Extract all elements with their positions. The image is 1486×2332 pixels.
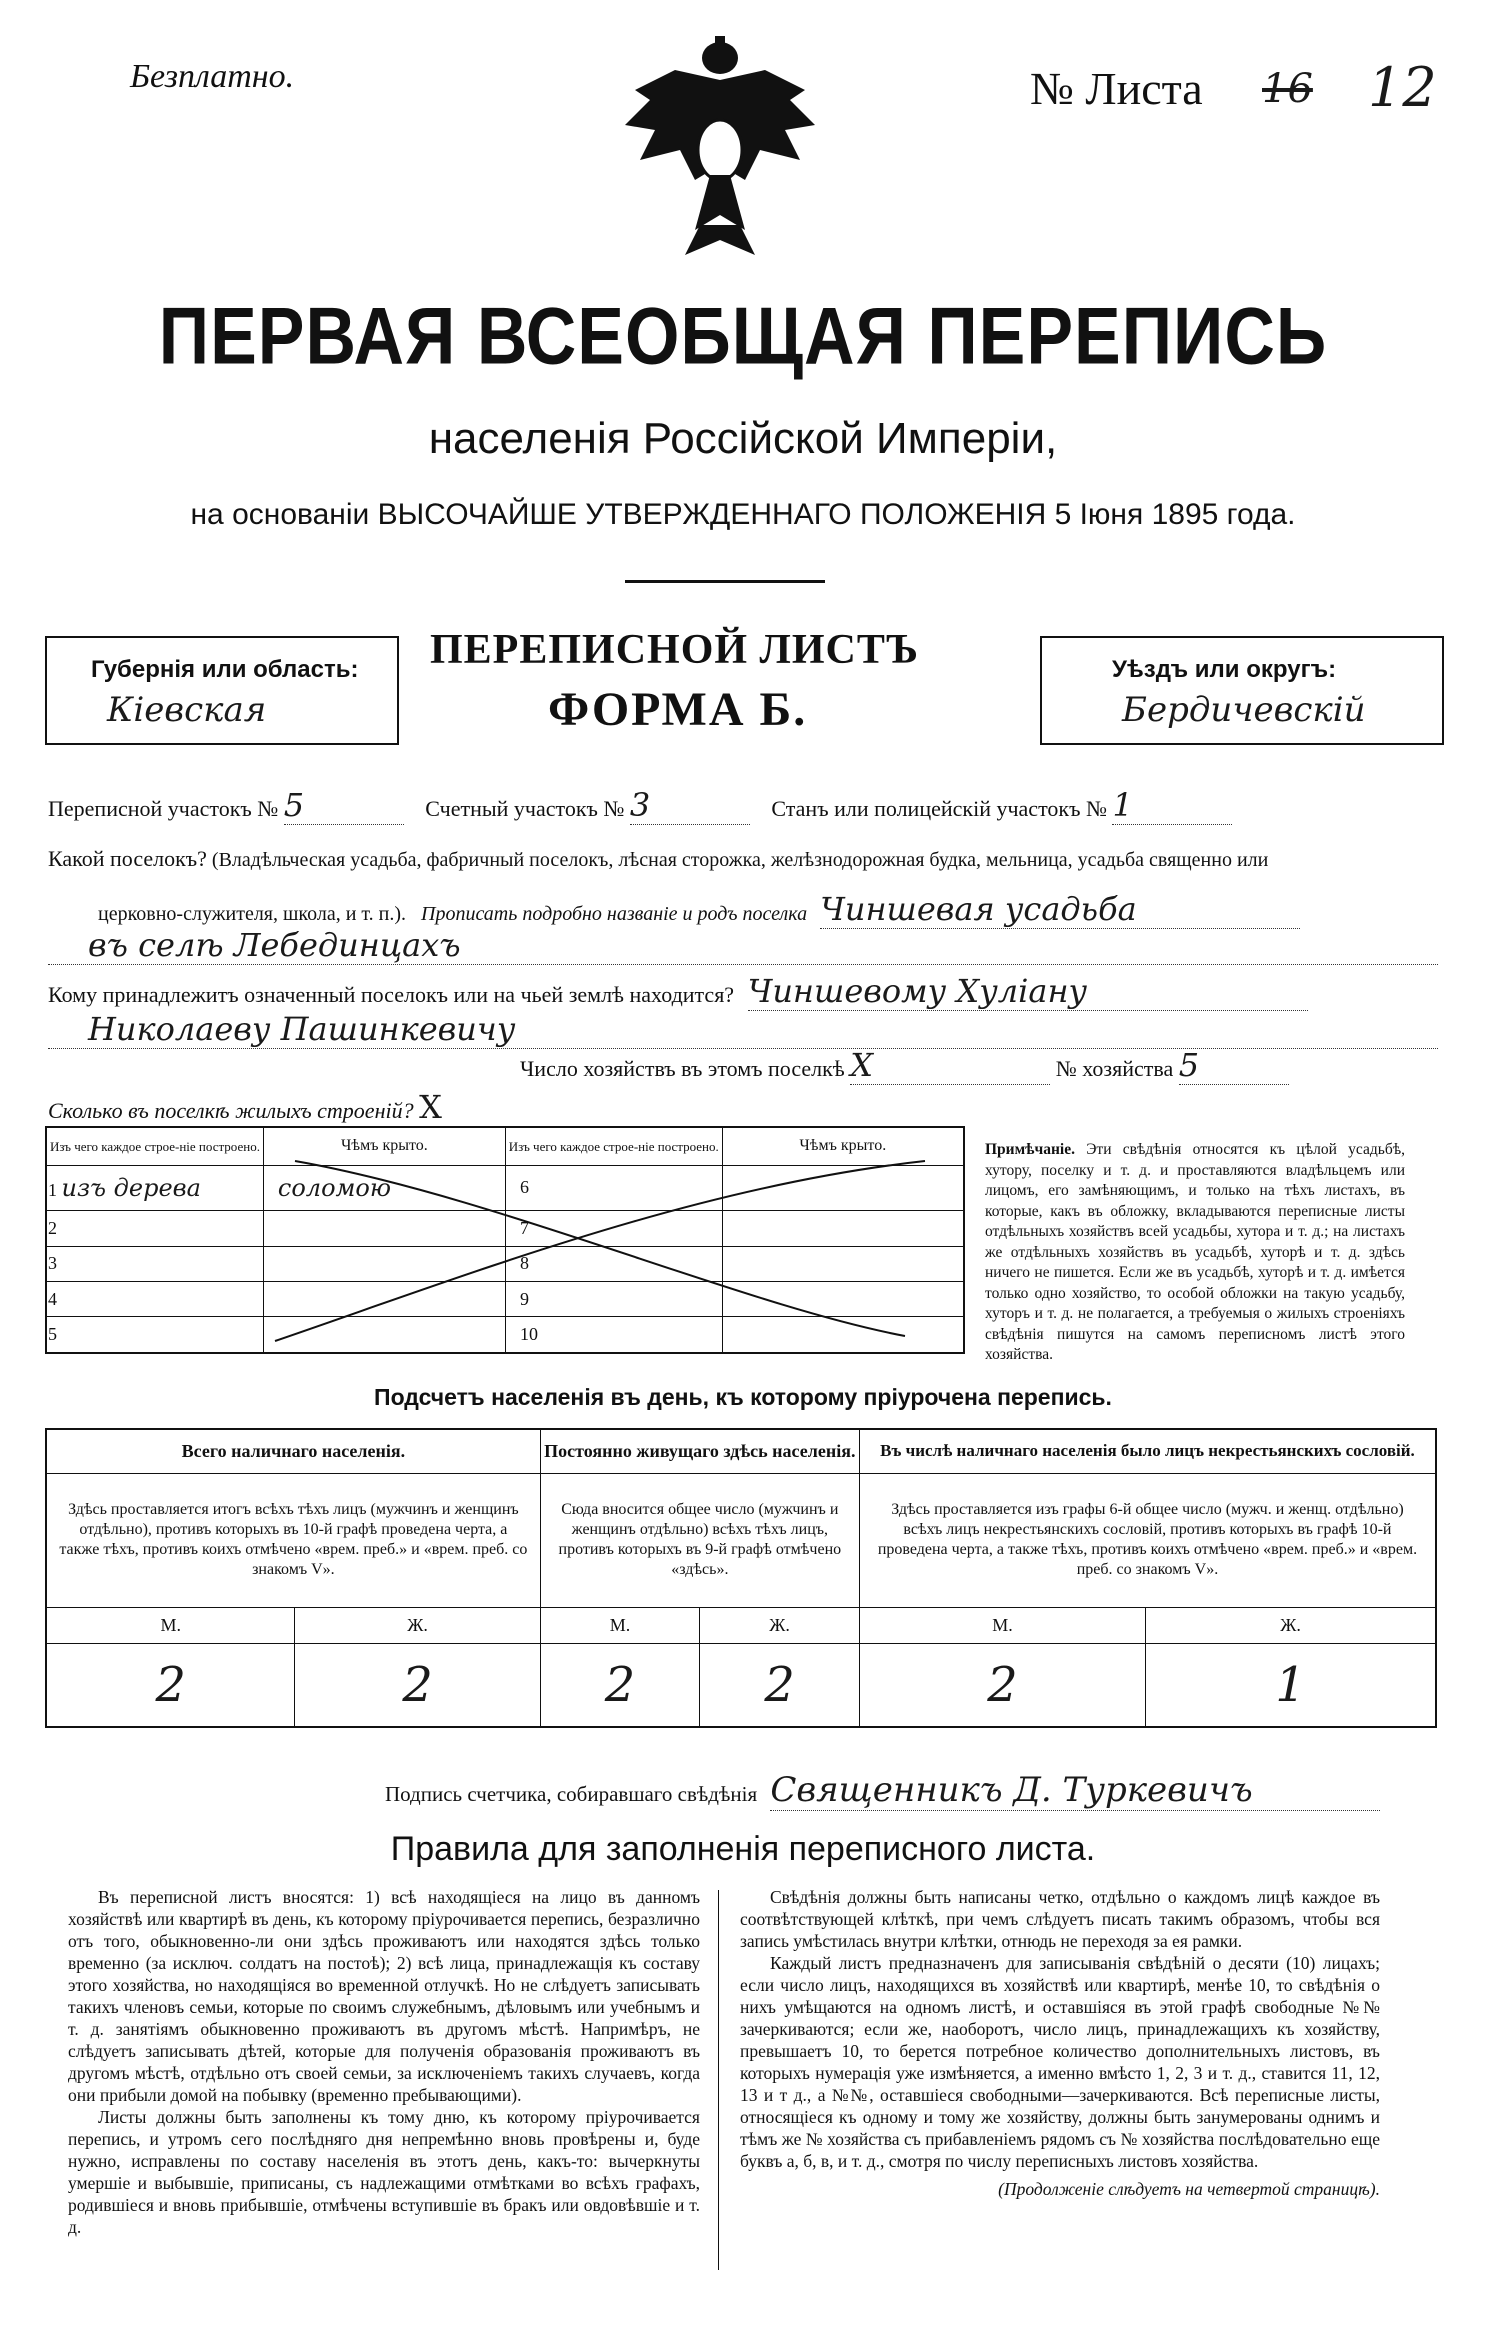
sections-row	[48, 786, 1232, 825]
strikethrough-cross	[45, 1126, 965, 1354]
census-main-title: ПЕРВАЯ ВСЕОБЩАЯ ПЕРЕПИСЬ	[158, 291, 1328, 381]
owner-label: Кому принадлежитъ означенный поселокъ или на чьей землѣ находится?	[48, 982, 735, 1007]
row-number: 1	[48, 1179, 57, 1200]
signature-value: Священникъ Д. Туркевичъ	[770, 1770, 1380, 1811]
household-no-value: 5	[1179, 1046, 1289, 1085]
col1-description: Здѣсь проставляется итогъ всѣхъ тѣхъ лицъ (мужчинъ и женщинъ отдѣльно), противъ которыхъ въ 10-й графѣ проведена черта, а также тѣхъ, противъ коихъ отмѣчено «врем. преб.» и «врем. преб. со знакомъ V».	[46, 1473, 540, 1607]
settlement-row-3	[48, 926, 1438, 965]
census-section-value: 5	[284, 786, 404, 825]
col2-header: Постоянно живущаго здѣсь населенія.	[540, 1429, 859, 1473]
district-value: Бердичевскій	[1122, 690, 1366, 730]
col-roof-header-left: Чѣмъ крыто.	[263, 1127, 505, 1165]
signature-row	[385, 1770, 1380, 1811]
roof-value: соломою	[263, 1165, 505, 1211]
rules-left-para-1: Въ переписной листъ вносятся: 1) всѣ находящіеся на лицо въ данномъ хозяйствѣ или квартирѣ въ день, къ которому пріурочивается перепись, безразлично отъ того, обыкновенно-ли они здѣсь проживаютъ или находятся здѣсь только временно (за исключ. солдатъ на постоѣ); 2) всѣ лица, принадлежащія къ составу этого хозяйства, но находящіяся во временной отлучкѣ. Но не слѣдуетъ записывать такихъ членовъ семьи, которые по своимъ служебнымъ, дѣловымъ или учебнымъ и т. д. занятіямъ обыкновенно проживаютъ въ другомъ мѣстѣ. Напримѣръ, не слѣдуетъ записывать дѣтей, которые для полученія образованія проживаютъ въ другомъ мѣстѣ, отдѣльно отъ своей семьи, за исключеніемъ такихъ случаевъ, когда они прибыли домой на побывку (временно пребывающими).	[68, 1887, 700, 2105]
buildings-row	[48, 1088, 479, 1126]
rules-left-para-2: Листы должны быть заполнены къ тому дню, къ которому пріурочивается перепись, и утромъ сего послѣдняго дня непремѣнно вновь провѣрены и, буде нужно, исправлены по составу населенія въ этотъ день, какъ-то: вычеркнуты умершіе и выбывшіе, приписаны, съ надлежащими отмѣтками во всѣхъ графахъ, родившіеся и вновь прибывшіе, отмѣчены вступившіе въ бракъ или овдовѣвшіе и т. д.	[68, 2107, 700, 2237]
col1-header: Всего наличнаго населенія.	[46, 1429, 540, 1473]
m-label: М.	[859, 1607, 1145, 1643]
owner-value-2: Николаеву Пашинкевичу	[48, 1010, 1438, 1049]
rules-right-column	[740, 1886, 1380, 2200]
row-number: 4	[46, 1281, 263, 1316]
household-no-label: № хозяйства	[1055, 1056, 1174, 1081]
permanent-female-value: 2	[700, 1643, 860, 1727]
stan-label: Станъ или полицейскій участокъ №	[771, 796, 1107, 821]
note-text: Эти свѣдѣнія относятся къ цѣлой усадьбѣ, хутору, поселку и т. д. и проставляются владѣльцемъ или лицомъ, его замѣняющимъ, и только на тѣхъ листахъ, въ которые, какъ въ обложку, вкладываются переписные листы отдѣльныхъ хозяйствъ всей усадьбы, хутора и т. д.; на листахъ же отдѣльныхъ хозяйствъ въ усадьбѣ, хуторѣ и т. д. здѣсь ничего не пишется. Если же въ усадьбѣ, хуторѣ и т. д. имѣется только одно хозяйство, то особой обложки на такую усадьбу, хуторъ и т. д. не полагается, а требуемыя о жилыхъ строеніяхъ свѣдѣнія пишутся на самомъ переписномъ листѣ этого хозяйства.	[985, 1141, 1405, 1363]
count-section-label: Счетный участокъ №	[425, 796, 625, 821]
settlement-label: Какой поселокъ?	[48, 846, 207, 871]
sheet-number-label: № Листа	[1030, 63, 1203, 114]
signature-label: Подпись счетчика, собиравшаго свѣдѣнія	[385, 1782, 758, 1806]
f-label: Ж.	[700, 1607, 860, 1643]
nonpeasant-female-value: 1	[1146, 1643, 1436, 1727]
owner-value-1: Чиншевому Хуліану	[748, 972, 1308, 1011]
total-female-value: 2	[295, 1643, 540, 1727]
col-roof-header-right: Чѣмъ крыто.	[722, 1127, 964, 1165]
col2-description: Сюда вносится общее число (мужчинъ и женщинъ отдѣльно) всѣхъ тѣхъ лицъ, противъ которыхъ въ 9-й графѣ отмѣчено «здѣсь».	[540, 1473, 859, 1607]
built-value: изъ дерева	[61, 1173, 201, 1202]
census-subtitle: населенія Россійской Имперіи,	[428, 414, 1058, 463]
settlement-row-1	[48, 846, 1268, 872]
nonpeasant-male-value: 2	[859, 1643, 1145, 1727]
owner-row-2	[48, 1010, 1438, 1049]
col3-header: Въ числѣ наличнаго населенія было лицъ некрестьянскихъ сословій.	[859, 1429, 1436, 1473]
settlement-value-2: въ селѣ Лебединцахъ	[48, 926, 1438, 965]
households-value: X	[850, 1046, 1050, 1085]
row-number: 3	[46, 1246, 263, 1281]
f-label: Ж.	[1146, 1607, 1436, 1643]
district-box	[1040, 636, 1444, 745]
rules-title: Правила для заполненія переписного листа.	[390, 1830, 1096, 1868]
district-label: Уѣздъ или округъ:	[1112, 656, 1337, 683]
rules-right-para-1: Свѣдѣнія должны быть написаны четко, отдѣльно о каждомъ лицѣ каждое въ соотвѣтствующей клѣткѣ, при чемъ слѣдуетъ писать такимъ образомъ, чтобы вся запись умѣстилась внутри клѣтки, отнюдь не переходя за ея рамки.	[740, 1887, 1380, 1951]
note-block	[985, 1140, 1405, 1366]
rules-left-column	[68, 1886, 700, 2238]
col-built-header-right: Изъ чего каждое строе-ніе построено.	[505, 1127, 722, 1165]
total-male-value: 2	[46, 1643, 295, 1727]
row-number: 2	[46, 1211, 263, 1246]
population-count-table	[45, 1428, 1437, 1728]
form-type: ФОРМА Б.	[548, 683, 808, 736]
rules-column-divider	[718, 1890, 719, 2270]
m-label: М.	[46, 1607, 295, 1643]
m-label: М.	[540, 1607, 700, 1643]
settlement-hint-3: Прописать подробно названіе и родъ поселка	[421, 903, 808, 925]
free-label: Безплатно.	[130, 58, 295, 95]
count-section-value: 3	[630, 786, 750, 825]
sheet-number-value: 12	[1368, 56, 1437, 119]
province-box	[45, 636, 399, 745]
settlement-value-1: Чиншевая усадьба	[820, 890, 1300, 929]
census-section-label: Переписной участокъ №	[48, 796, 279, 821]
row-number: 8	[505, 1246, 722, 1281]
col3-description: Здѣсь проставляется изъ графы 6-й общее число (мужч. и женщ. отдѣльно) всѣхъ лицъ некрестьянскихъ сословій, противъ которыхъ въ графѣ 10-й проведена черта, а также тѣхъ, противъ коихъ отмѣчено «врем. преб.» и «врем. преб. со знакомъ V».	[859, 1473, 1436, 1607]
col-built-header-left: Изъ чего каждое строе-ніе построено.	[46, 1127, 263, 1165]
f-label: Ж.	[295, 1607, 540, 1643]
row-number: 7	[505, 1211, 722, 1246]
households-row	[520, 1046, 1289, 1085]
rules-right-para-2: Каждый листъ предназначенъ для записыванія свѣдѣній о десяти (10) лицахъ; если число лицъ, находящихся въ хозяйствѣ или квартирѣ, менѣе 10, то свѣдѣнія о нихъ умѣщаются на одномъ листѣ, и оставшіяся въ этой графѣ свободные №№ зачеркиваются; если же, наоборотъ, число лицъ, принадлежащихъ къ хозяйству, превышаетъ 10, то берется потребное количество дополнительныхъ листовъ, въ которыхъ нумерація уже измѣняется, а именно вмѣсто 1, 2, 3 и т. д., ставится 11, 12, 13 и т д., а №№, оставшіеся свободными—зачеркиваются. Всѣ переписные листы, относящіеся къ одному и тому же хозяйству, должны быть занумерованы однимъ и тѣмъ же № хозяйства съ прибавленіемъ рядомъ съ № хозяйства послѣдовательно еще буквъ а, б, в, и т. д., смотря по числу переписныхъ листовъ хозяйства.	[740, 1953, 1380, 2171]
province-label: Губернія или область:	[91, 656, 359, 683]
double-headed-eagle-emblem	[615, 30, 825, 270]
form-name: ПЕРЕПИСНОЙ ЛИСТЪ	[430, 627, 919, 673]
row-number: 6	[505, 1165, 722, 1211]
settlement-hint-1: (Владѣльческая усадьба, фабричный поселокъ, лѣсная сторожка, желѣзнодорожная будка, мельница, усадьба священно или	[211, 849, 1269, 871]
count-title: Подсчетъ населенія въ день, къ которому пріурочена перепись.	[374, 1384, 1112, 1410]
census-basis-line: на основаніи ВЫСОЧАЙШЕ УТВЕРЖДЕННАГО ПОЛОЖЕНІЯ 5 Іюня 1895 года.	[190, 498, 1296, 531]
row-number: 9	[505, 1281, 722, 1316]
note-title: Примѣчаніе.	[985, 1141, 1075, 1158]
settlement-row-2	[48, 890, 1300, 929]
households-label: Число хозяйствъ въ этомъ поселкѣ	[520, 1056, 845, 1081]
stan-value: 1	[1112, 786, 1232, 825]
sheet-number-struck: 16	[1262, 66, 1313, 112]
owner-row-1	[48, 972, 1308, 1011]
permanent-male-value: 2	[540, 1643, 700, 1727]
settlement-hint-2: церковно-служителя, школа, и т. п.).	[98, 903, 406, 925]
buildings-label: Сколько въ поселкѣ жилыхъ строеній?	[48, 1098, 414, 1123]
rules-continued: (Продолженіе слѣдуетъ на четвертой страницѣ).	[998, 2179, 1380, 2199]
title-divider	[625, 580, 825, 583]
row-number: 5	[46, 1317, 263, 1353]
row-number: 10	[505, 1317, 722, 1353]
buildings-value: X	[419, 1088, 442, 1126]
province-value: Кіевская	[107, 690, 267, 730]
